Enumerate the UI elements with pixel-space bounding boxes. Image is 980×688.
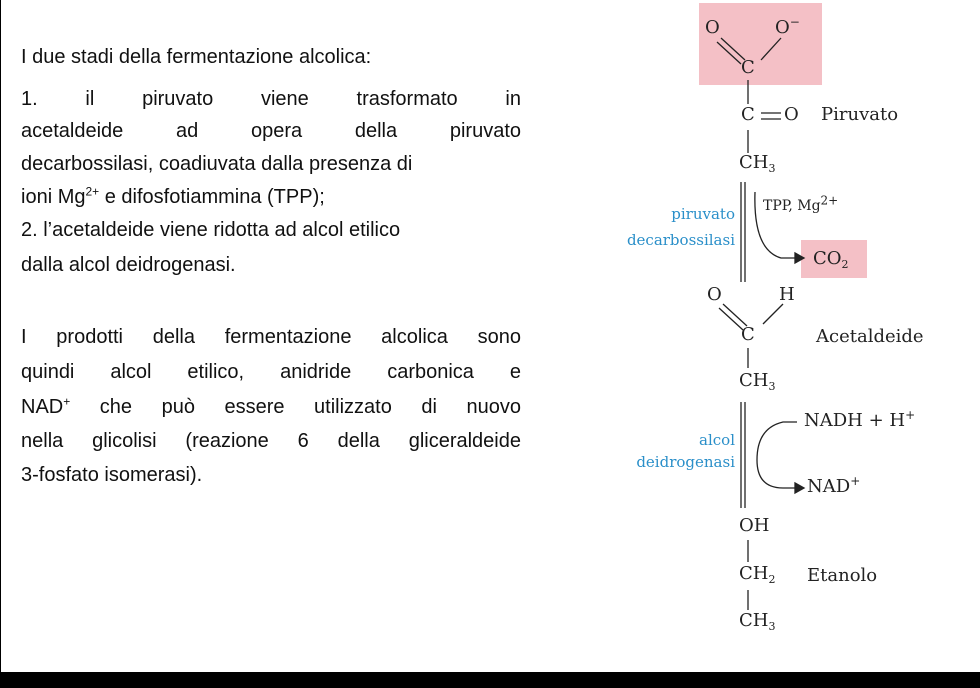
pyruvate-ch3: $CH_3$ bbox=[739, 152, 776, 175]
pyruvate-label: Piruvato bbox=[821, 104, 899, 125]
step1-line-1: 1. il piruvato viene trasformato in bbox=[21, 88, 521, 110]
enzyme2-line-2: deidrogenasi bbox=[636, 453, 735, 471]
slide-title: I due stadi della fermentazione alcolica: bbox=[21, 46, 372, 68]
co2-product: $CO_2$ bbox=[813, 248, 849, 271]
nad-product: NAD+ bbox=[807, 474, 861, 497]
acetaldehyde-label: Acetaldeide bbox=[816, 326, 924, 347]
pyruvate-o-right: O− bbox=[775, 15, 800, 38]
step2-line-1: 2. l’acetaldeide viene ridotta ad alcol etilico bbox=[21, 219, 401, 241]
step2-line-2: dalla alcol deidrogenasi. bbox=[21, 254, 236, 276]
pyruvate-o-left: O bbox=[705, 17, 720, 38]
nad-pre: NAD bbox=[21, 396, 64, 418]
acetaldehyde-o: O bbox=[707, 284, 722, 305]
enzyme1-line-1: piruvato bbox=[671, 205, 735, 223]
ethanol-oh: OH bbox=[739, 515, 770, 536]
acetaldehyde-h: H bbox=[779, 284, 795, 305]
arrow2-head bbox=[795, 483, 804, 493]
ethanol-label: Etanolo bbox=[807, 565, 878, 586]
nad-post: che può essere utilizzato di nuovo bbox=[70, 396, 521, 418]
enzyme2-line-1: alcol bbox=[699, 431, 735, 449]
ethanol-ch2: $CH_2$ bbox=[739, 563, 776, 586]
ions-charge: 2+ bbox=[85, 184, 100, 199]
bottom-black-bar bbox=[0, 672, 980, 688]
enzyme1-line-2: decarbossilasi bbox=[626, 231, 735, 249]
nad-charge: + bbox=[63, 394, 71, 409]
products-line-4: nella glicolisi (reazione 6 della gliceraldeide bbox=[21, 430, 521, 452]
arrow1-head bbox=[795, 253, 804, 263]
products-line-1: I prodotti della fermentazione alcolica sono bbox=[21, 326, 521, 348]
products-line-2: quindi alcol etilico, anidride carbonica e bbox=[21, 361, 521, 383]
step1-cofactors: TPP, $Mg^{2+}$ bbox=[763, 193, 839, 214]
ethanol-ch3: $CH_3$ bbox=[739, 610, 776, 633]
aldehyde-h-bond bbox=[763, 304, 783, 324]
pyruvate-carboxyl-c: C bbox=[741, 57, 755, 78]
step1-line-3: decarbossilasi, coadiuvata dalla presenza di bbox=[21, 153, 413, 175]
pyruvate-keto-c: C bbox=[741, 104, 755, 125]
nadh-reactant: NADH + H+ bbox=[804, 408, 916, 431]
ions-post: e difosfotiammina (TPP); bbox=[99, 186, 325, 208]
ions-pre: ioni Mg bbox=[21, 186, 86, 208]
step1-line-2: acetaldeide ad opera della piruvato bbox=[21, 120, 521, 142]
pyruvate-keto-o: O bbox=[784, 104, 799, 125]
carboxyl-single-bond bbox=[761, 38, 781, 60]
arrow2-branch bbox=[757, 422, 797, 488]
acetaldehyde-ch3: $CH_3$ bbox=[739, 370, 776, 393]
products-line-5: 3-fosfato isomerasi). bbox=[21, 464, 203, 486]
carboxylate-charge: − bbox=[789, 15, 800, 29]
acetaldehyde-c: C bbox=[741, 324, 755, 345]
